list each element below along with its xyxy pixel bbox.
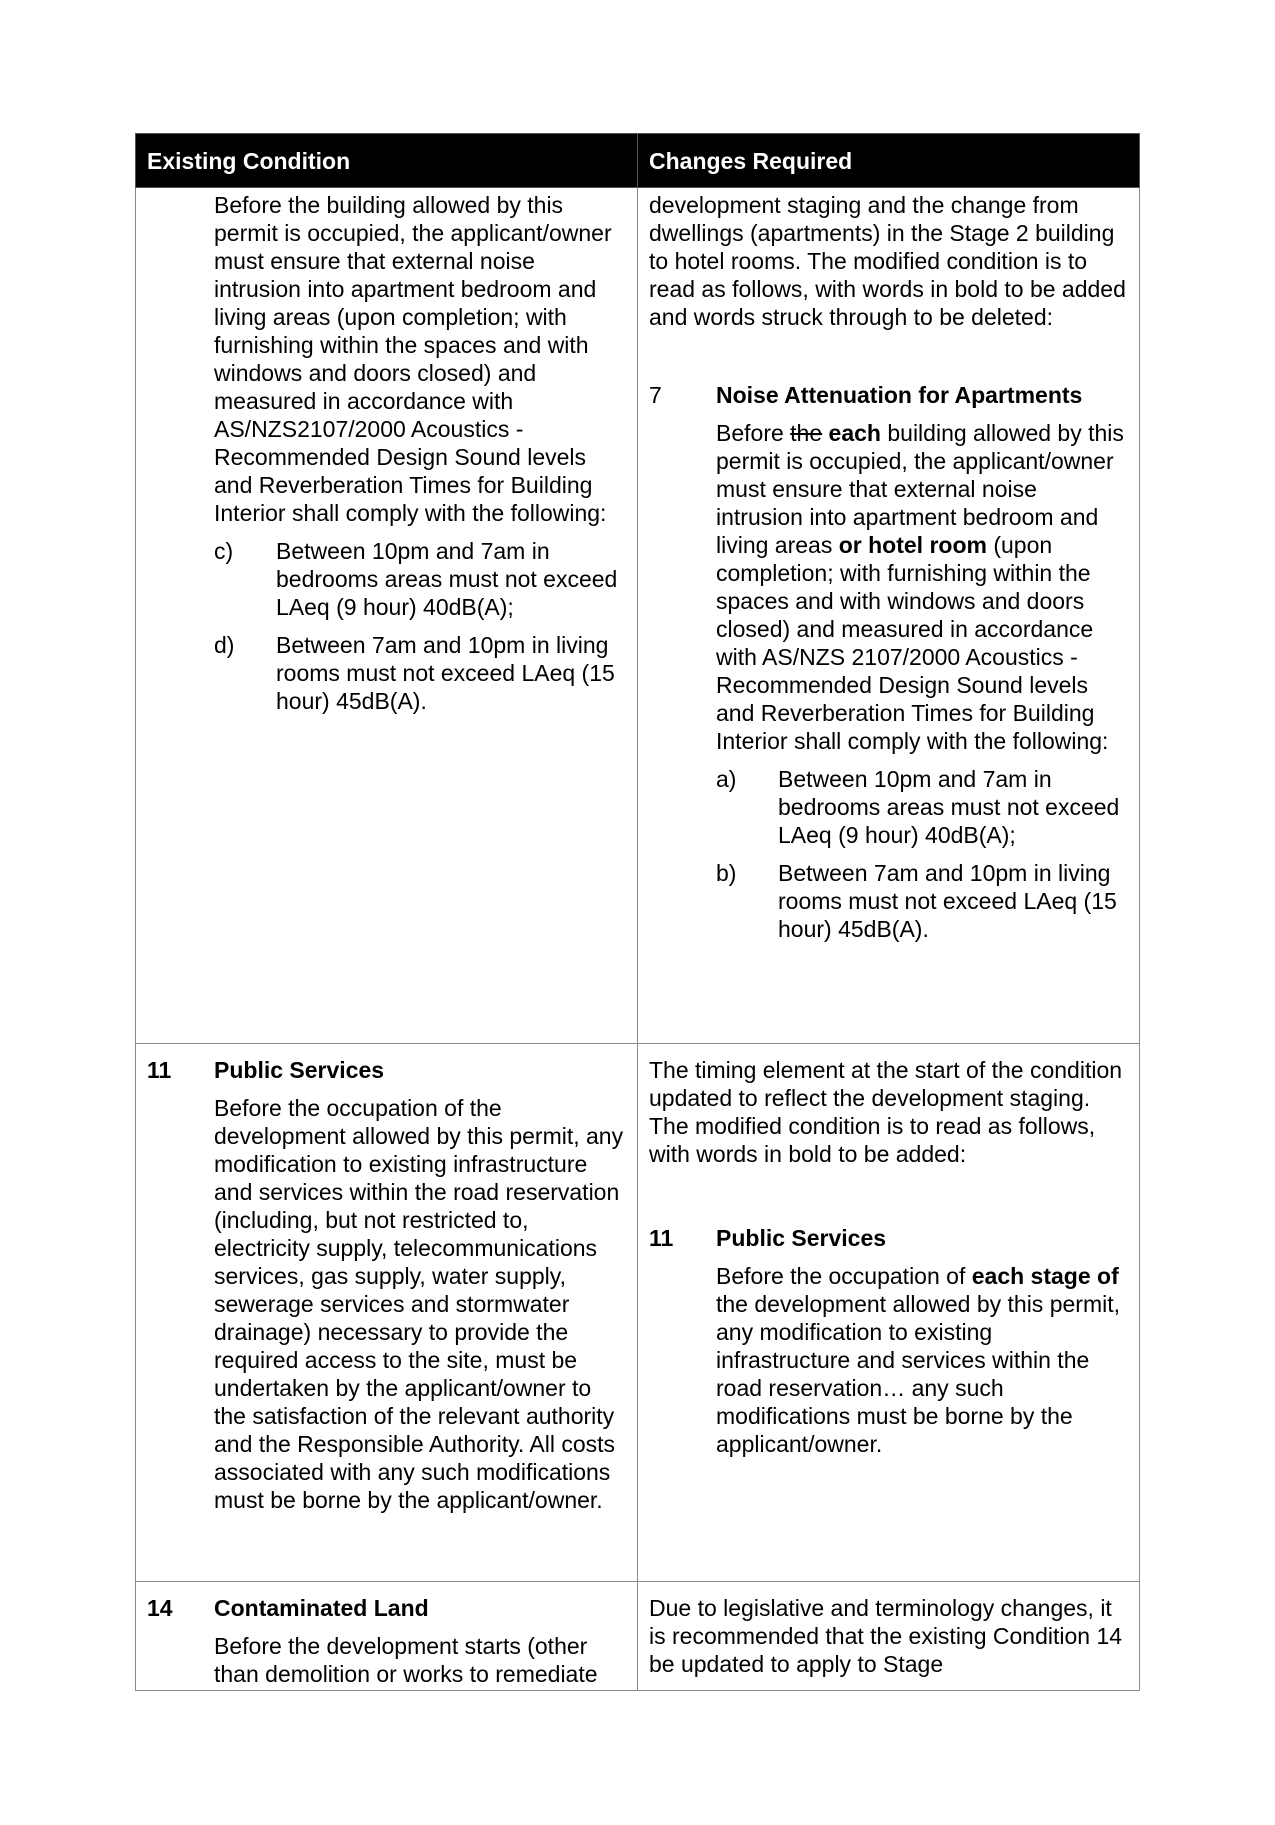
existing-condition-cell — [136, 1582, 638, 1691]
conditions-table — [135, 133, 1140, 1691]
header-existing-condition: Existing Condition — [136, 134, 638, 188]
condition-title: Contaminated Land — [214, 1595, 429, 1621]
table-row — [136, 188, 1140, 1044]
changes-required-cell — [638, 1044, 1140, 1582]
condition-title: Public Services — [716, 1225, 887, 1251]
added-text: each — [828, 420, 881, 446]
list-item — [214, 631, 626, 715]
struck-text: the — [790, 420, 823, 446]
modified-condition — [649, 1224, 1128, 1458]
change-explanation: The timing element at the start of the condition updated to reflect the development staging. The modified condition is to read as follows, with words in bold to be added: — [649, 1057, 1123, 1167]
header-changes-required: Changes Required — [638, 134, 1140, 188]
changes-required-cell — [638, 1582, 1140, 1691]
table-row — [136, 1582, 1140, 1691]
change-explanation: Due to legislative and terminology changes, it is recommended that the existing Condition 14 be updated to apply to Stage — [649, 1595, 1123, 1677]
condition-number: 11 — [147, 1057, 172, 1083]
condition-text: Before the occupation of the development allowed by this permit, any modification to existing infrastructure and services within the road reservation (including, but not restricted to, electricity supply, telecommunications services, gas supply, water supply, sewerage services and stormwater drainage) necessary to provide the required access to the site, must be undertaken by the applicant/owner to the satisfaction of the relevant authority and the Responsible Authority. All costs associated with any such modifications must be borne by the applicant/owner. — [214, 1095, 624, 1513]
table-header-row — [136, 134, 1140, 188]
item-label: a) — [716, 766, 737, 792]
item-text: Between 10pm and 7am in bedrooms areas must not exceed LAeq (9 hour) 40dB(A); — [778, 766, 1120, 848]
table-row — [136, 1044, 1140, 1582]
existing-condition-cell — [136, 1044, 638, 1582]
list-item — [716, 859, 1128, 943]
condition-title: Public Services — [214, 1057, 385, 1083]
condition-text: Before the occupation of each stage of the development allowed by this permit, any modification to existing infrastructure and services within the road reservation… any such modifications must be borne by the applicant/owner. — [716, 1263, 1120, 1457]
existing-condition-cell — [136, 188, 638, 1044]
item-label: c) — [214, 538, 234, 564]
item-text: Between 7am and 10pm in living rooms must not exceed LAeq (15 hour) 45dB(A). — [778, 860, 1117, 942]
changes-required-cell — [638, 188, 1140, 1044]
list-item — [716, 765, 1128, 849]
item-label: b) — [716, 860, 737, 886]
condition-number: 14 — [147, 1595, 173, 1621]
list-item — [214, 537, 626, 621]
added-text: each stage of — [971, 1263, 1119, 1289]
added-text: or hotel room — [838, 532, 987, 558]
item-label: d) — [214, 632, 235, 658]
condition-text: Before the each building allowed by this permit is occupied, the applicant/owner must ensure that external noise intrusion into apartment bedroom and living areas or hotel room (upon completion; with furnishing within the spaces and with windows and doors closed) and measured in accordance with AS/NZS 2107/2000 Acoustics - Recommended Design Sound levels and Reverberation Times for Building Interior shall comply with the following: — [716, 420, 1124, 754]
condition-title: Noise Attenuation for Apartments — [716, 382, 1083, 408]
modified-condition — [649, 381, 1128, 943]
item-text: Between 7am and 10pm in living rooms must not exceed LAeq (15 hour) 45dB(A). — [276, 632, 615, 714]
condition-number: 7 — [649, 382, 662, 408]
item-text: Between 10pm and 7am in bedrooms areas must not exceed LAeq (9 hour) 40dB(A); — [276, 538, 618, 620]
condition-number: 11 — [649, 1225, 674, 1251]
condition-text: Before the building allowed by this permit is occupied, the applicant/owner must ensure that external noise intrusion into apartment bedroom and living areas (upon completion; with furnishing within the spaces and with windows and doors closed) and measured in accordance with AS/NZS2107/2000 Acoustics - Recommended Design Sound levels and Reverberation Times for Building Interior shall comply with the following: — [214, 192, 612, 526]
condition-text: Before the development starts (other than demolition or works to remediate — [214, 1633, 598, 1687]
change-explanation: development staging and the change from dwellings (apartments) in the Stage 2 building to hotel rooms. The modified condition is to read as follows, with words in bold to be added and words struck through to be deleted: — [649, 192, 1126, 330]
